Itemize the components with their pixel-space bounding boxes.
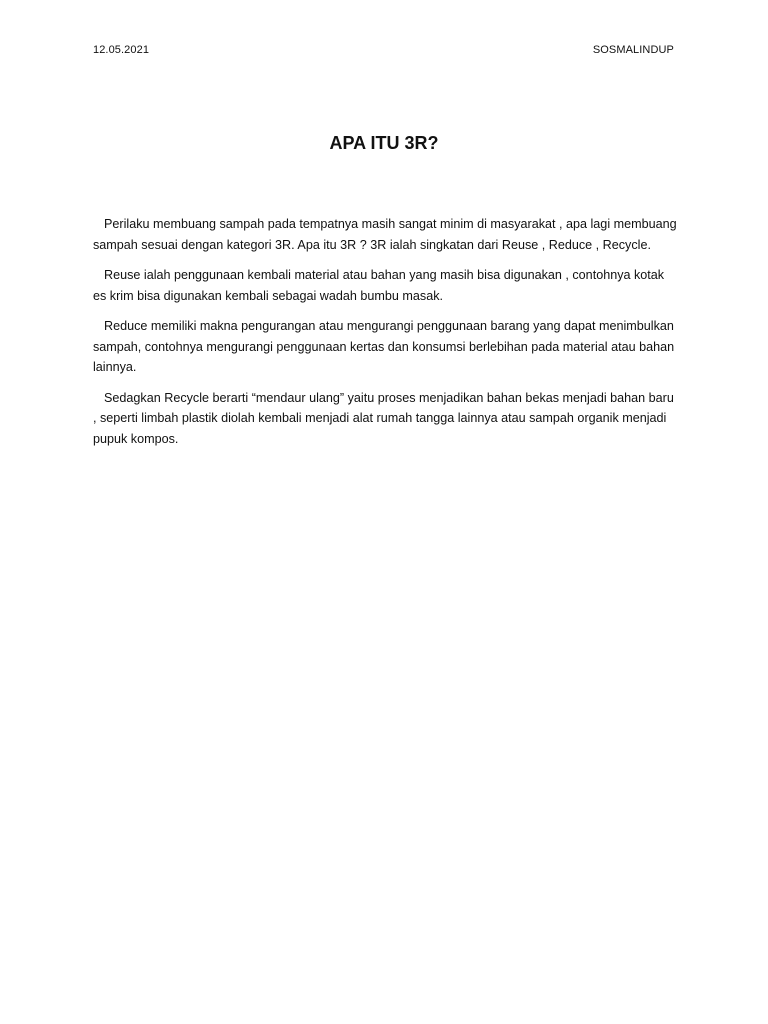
- paragraph-reuse: Reuse ialah penggunaan kembali material atau bahan yang masih bisa digunakan , contohnya kotak es krim bisa digunakan kembali sebagai wadah bumbu masak.: [93, 268, 665, 303]
- document-title: APA ITU 3R?: [329, 133, 439, 153]
- header-tag: SOSMALINDUP: [592, 44, 674, 56]
- header-date: 12.05.2021: [93, 44, 150, 56]
- page-header: [93, 42, 674, 58]
- paragraph-recycle: Sedagkan Recycle berarti “mendaur ulang” yaitu proses menjadikan bahan bekas menjadi bahan baru , seperti limbah plastik diolah kembali menjadi alat rumah tangga lainnya atau sampah organik menjadi pupuk kompos.: [93, 390, 674, 446]
- paragraph-intro: Perilaku membuang sampah pada tempatnya masih sangat minim di masyarakat , apa lagi membuang sampah sesuai dengan kategori 3R. Apa itu 3R ? 3R ialah singkatan dari Reuse , Reduce , Recycle.: [93, 217, 677, 252]
- document-body: [93, 214, 678, 459]
- paragraph-reduce: Reduce memiliki makna pengurangan atau mengurangi penggunaan barang yang dapat menimbulkan sampah, contohnya mengurangi penggunaan kertas dan konsumsi berlebihan pada material atau bahan lainnya.: [93, 319, 675, 374]
